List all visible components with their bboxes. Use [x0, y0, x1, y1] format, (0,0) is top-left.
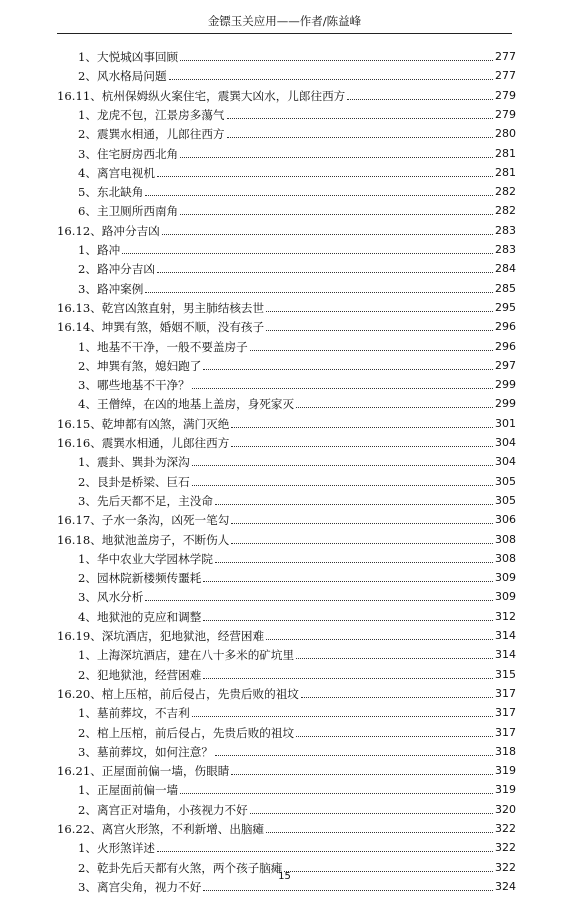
toc-subsection-entry[interactable]: [78, 102, 516, 122]
toc-entry-title: 4、地狱池的克应和调整: [78, 609, 202, 624]
dot-leader: [227, 137, 493, 138]
toc-entry-title: 16.14、坤巽有煞，婚姻不顺，没有孩子: [57, 320, 265, 335]
toc-entry-title: 2、犯地狱池，经营困难: [78, 667, 202, 682]
toc-subsection-entry[interactable]: [78, 198, 516, 218]
dot-leader: [145, 292, 493, 293]
dot-leader: [180, 60, 493, 61]
toc-entry-page-number: 306: [495, 513, 516, 527]
toc-entry-title: 2、震巽水相通，儿郎往西方: [78, 127, 225, 142]
dot-leader: [215, 755, 493, 756]
toc-entry-page-number: 319: [495, 764, 516, 778]
dot-leader: [203, 678, 493, 679]
dot-leader: [157, 851, 493, 852]
header-divider: [57, 33, 512, 34]
dot-leader: [162, 234, 493, 235]
toc-entry-page-number: 312: [495, 609, 516, 623]
toc-entry-page-number: 308: [495, 551, 516, 565]
toc-section-entry[interactable]: [57, 430, 516, 450]
dot-leader: [347, 99, 493, 100]
toc-subsection-entry[interactable]: [78, 777, 516, 797]
toc-entry-title: 2、乾卦先后天都有火煞，两个孩子脑瘫: [78, 860, 283, 875]
toc-entry-title: 4、王僧绰，在凶的地基上盖房，身死家灭: [78, 397, 295, 412]
toc-entry-page-number: 297: [495, 358, 516, 372]
dot-leader: [180, 157, 493, 158]
toc-entry-page-number: 305: [495, 474, 516, 488]
toc-entry-page-number: 281: [495, 165, 516, 179]
toc-section-entry[interactable]: [57, 314, 516, 334]
toc-subsection-entry[interactable]: [78, 700, 516, 720]
toc-entry-title: 2、离宫正对墙角，小孩视力不好: [78, 802, 248, 817]
toc-entry-page-number: 324: [495, 879, 516, 893]
dot-leader: [296, 658, 493, 659]
toc-subsection-entry[interactable]: [78, 160, 516, 180]
toc-section-entry[interactable]: [57, 218, 516, 238]
toc-entry-page-number: 299: [495, 397, 516, 411]
toc-entry-page-number: 299: [495, 378, 516, 392]
toc-subsection-entry[interactable]: [78, 449, 516, 469]
toc-subsection-entry[interactable]: [78, 469, 516, 489]
dot-leader: [192, 485, 493, 486]
toc-section-entry[interactable]: [57, 411, 516, 431]
toc-entry-title: 2、园林院新楼频传噩耗: [78, 571, 202, 586]
toc-entry-page-number: 285: [495, 281, 516, 295]
toc-subsection-entry[interactable]: [78, 44, 516, 64]
toc-entry-page-number: 315: [495, 667, 516, 681]
toc-entry-page-number: 319: [495, 783, 516, 797]
toc-entry-page-number: 282: [495, 204, 516, 218]
dot-leader: [296, 407, 493, 408]
toc-subsection-entry[interactable]: [78, 121, 516, 141]
toc-section-entry[interactable]: [57, 527, 516, 547]
dot-leader: [192, 716, 493, 717]
toc-entry-page-number: 314: [495, 648, 516, 662]
dot-leader: [203, 890, 493, 891]
toc-subsection-entry[interactable]: [78, 642, 516, 662]
toc-entry-page-number: 322: [495, 822, 516, 835]
toc-entry-title: 2、路冲分吉凶: [78, 262, 155, 277]
dot-leader: [203, 581, 493, 582]
toc-subsection-entry[interactable]: [78, 353, 516, 373]
toc-subsection-entry[interactable]: [78, 488, 516, 508]
toc-subsection-entry[interactable]: [78, 720, 516, 740]
dot-leader: [169, 79, 493, 80]
dot-leader: [227, 118, 493, 119]
toc-subsection-entry[interactable]: [78, 179, 516, 199]
toc-entry-title: 16.19、深坑酒店，犯地狱池，经营困难: [57, 629, 265, 643]
toc-entry-page-number: 282: [495, 185, 516, 199]
toc-entry-page-number: 304: [495, 436, 516, 449]
dot-leader: [192, 388, 493, 389]
dot-leader: [192, 465, 493, 466]
toc-entry-title: 2、坤巽有煞，媳妇跑了: [78, 358, 202, 373]
toc-subsection-entry[interactable]: [78, 141, 516, 161]
toc-entry-page-number: 277: [495, 69, 516, 83]
toc-entry-title: 3、路冲案例: [78, 281, 144, 296]
toc-section-entry[interactable]: [57, 507, 516, 527]
toc-section-entry[interactable]: [57, 681, 516, 701]
toc-entry-page-number: 320: [495, 802, 516, 816]
toc-entry-title: 1、火形煞详述: [78, 841, 155, 856]
toc-entry-page-number: 317: [495, 706, 516, 720]
toc-entry-page-number: 301: [495, 416, 516, 430]
toc-subsection-entry[interactable]: [78, 739, 516, 759]
toc-entry-title: 4、离宫电视机: [78, 165, 155, 180]
dot-leader: [203, 620, 493, 621]
toc-entry-title: 16.18、地狱池盖房子，不断伤人: [57, 532, 230, 547]
toc-entry-title: 1、路冲: [78, 243, 121, 257]
dot-leader: [250, 350, 493, 351]
toc-entry-page-number: 283: [495, 243, 516, 256]
toc-entry-page-number: 296: [495, 320, 516, 334]
toc-entry-title: 1、龙虎不包，江景房多蕩气: [78, 107, 225, 122]
toc-entry-title: 1、墓前葬坟，不吉利: [78, 706, 190, 721]
toc-subsection-entry[interactable]: [78, 63, 516, 83]
toc-subsection-entry[interactable]: [78, 256, 516, 276]
dot-leader: [250, 813, 493, 814]
toc-entry-title: 1、大悦城凶事回顾: [78, 50, 179, 64]
dot-leader: [215, 504, 493, 505]
toc-entry-title: 16.15、乾坤都有凶煞，满门灭绝: [57, 416, 230, 431]
toc-entry-title: 3、哪些地基不干净？: [78, 378, 190, 393]
dot-leader: [266, 330, 493, 331]
dot-leader: [231, 446, 493, 447]
toc-subsection-entry[interactable]: [78, 372, 516, 392]
toc-entry-title: 3、风水分析: [78, 590, 144, 605]
toc-entry-title: 16.11、杭州保姆纵火案住宅，震巽大凶水，儿郎往西方: [57, 88, 346, 103]
page-number: 15: [278, 871, 291, 882]
toc-entry-page-number: 296: [495, 339, 516, 353]
toc-section-entry[interactable]: [57, 83, 516, 103]
toc-entry-page-number: 308: [495, 532, 516, 546]
toc-subsection-entry[interactable]: [78, 835, 516, 855]
toc-entry-title: 3、墓前葬坟，如何注意？: [78, 744, 213, 759]
toc-entry-title: 16.16、震巽水相通，儿郎往西方: [57, 436, 230, 450]
toc-entry-page-number: 295: [495, 300, 516, 314]
toc-entry-page-number: 283: [495, 223, 516, 237]
toc-entry-page-number: 309: [495, 571, 516, 585]
dot-leader: [180, 214, 493, 215]
toc-entry-title: 16.12、路冲分吉凶: [57, 223, 160, 238]
dot-leader: [215, 562, 493, 563]
dot-leader: [157, 176, 493, 177]
toc-entry-title: 2、艮卦是桥梁、巨石: [78, 474, 190, 489]
toc-entry-page-number: 281: [495, 146, 516, 160]
toc-entry-title: 16.22、离宫火形煞，不利新增、出脑瘫: [57, 822, 265, 836]
toc-entry-page-number: 279: [495, 107, 516, 121]
toc-entry-title: 16.13、乾宫凶煞直射，男主肺结核去世: [57, 300, 265, 315]
toc-section-entry[interactable]: [57, 295, 516, 315]
toc-subsection-entry[interactable]: [78, 797, 516, 817]
dot-leader: [301, 697, 493, 698]
toc-entry-page-number: 284: [495, 262, 516, 276]
toc-entry-page-number: 304: [495, 455, 516, 469]
dot-leader: [231, 774, 493, 775]
toc-entry-title: 2、风水格局问题: [78, 69, 167, 84]
toc-subsection-entry[interactable]: [78, 565, 516, 585]
dot-leader: [266, 311, 493, 312]
toc-entry-page-number: 317: [495, 686, 516, 700]
dot-leader: [231, 427, 493, 428]
toc-subsection-entry[interactable]: [78, 276, 516, 296]
toc-subsection-entry[interactable]: [78, 391, 516, 411]
toc-subsection-entry[interactable]: [78, 546, 516, 566]
running-header: 金镖玉关应用——作者/陈益峰: [207, 14, 362, 28]
dot-leader: [231, 523, 493, 524]
toc-entry-title: 16.20、棺上压棺，前后侵占，先贵后败的祖坟: [57, 686, 299, 701]
toc-entry-page-number: 322: [495, 841, 516, 855]
toc-entry-title: 3、住宅厨房西北角: [78, 146, 179, 161]
dot-leader: [157, 272, 493, 273]
toc-subsection-entry[interactable]: [78, 584, 516, 604]
dot-leader: [122, 253, 493, 254]
dot-leader: [266, 832, 493, 833]
toc-subsection-entry[interactable]: [78, 604, 516, 624]
toc-entry-title: 1、华中农业大学园林学院: [78, 551, 213, 566]
toc-entry-title: 3、离宫尖角，视力不好: [78, 879, 202, 894]
dot-leader: [145, 195, 493, 196]
dot-leader: [231, 543, 493, 544]
toc-entry-title: 6、主卫厕所西南角: [78, 204, 179, 219]
toc-entry-page-number: 322: [495, 860, 516, 874]
toc-entry-title: 16.21、正屋面前偏一墙，伤眼睛: [57, 764, 230, 779]
toc-entry-title: 1、上海深坑酒店，建在八十多米的矿坑里: [78, 648, 295, 663]
toc-entry-page-number: 280: [495, 127, 516, 141]
toc-entry-page-number: 318: [495, 744, 516, 758]
toc-entry-page-number: 317: [495, 725, 516, 739]
toc-section-entry[interactable]: [57, 816, 516, 836]
toc-entry-title: 1、地基不干净，一般不要盖房子: [78, 339, 248, 354]
toc-entry-title: 2、棺上压棺，前后侵占，先贵后败的祖坟: [78, 725, 295, 740]
toc-entry-title: 16.17、子水一条沟，凶死一笔勾: [57, 513, 230, 528]
toc-entry-page-number: 309: [495, 590, 516, 604]
dot-leader: [145, 600, 493, 601]
toc-entry-page-number: 277: [495, 50, 516, 63]
dot-leader: [296, 736, 493, 737]
toc-subsection-entry[interactable]: [78, 334, 516, 354]
toc-section-entry[interactable]: [57, 623, 516, 643]
toc-entry-title: 3、先后天都不足，主没命: [78, 493, 213, 508]
toc-section-entry[interactable]: [57, 758, 516, 778]
dot-leader: [266, 639, 493, 640]
toc-subsection-entry[interactable]: [78, 662, 516, 682]
dot-leader: [203, 369, 493, 370]
toc-entry-title: 1、震卦、巽卦为深沟: [78, 455, 190, 470]
toc-entry-title: 5、东北缺角: [78, 185, 144, 200]
dot-leader: [180, 793, 493, 794]
toc-subsection-entry[interactable]: [78, 237, 516, 257]
toc-entry-page-number: 279: [495, 88, 516, 102]
toc-entry-page-number: 305: [495, 493, 516, 507]
toc-entry-page-number: 314: [495, 629, 516, 642]
toc-entry-title: 1、正屋面前偏一墙: [78, 783, 179, 798]
